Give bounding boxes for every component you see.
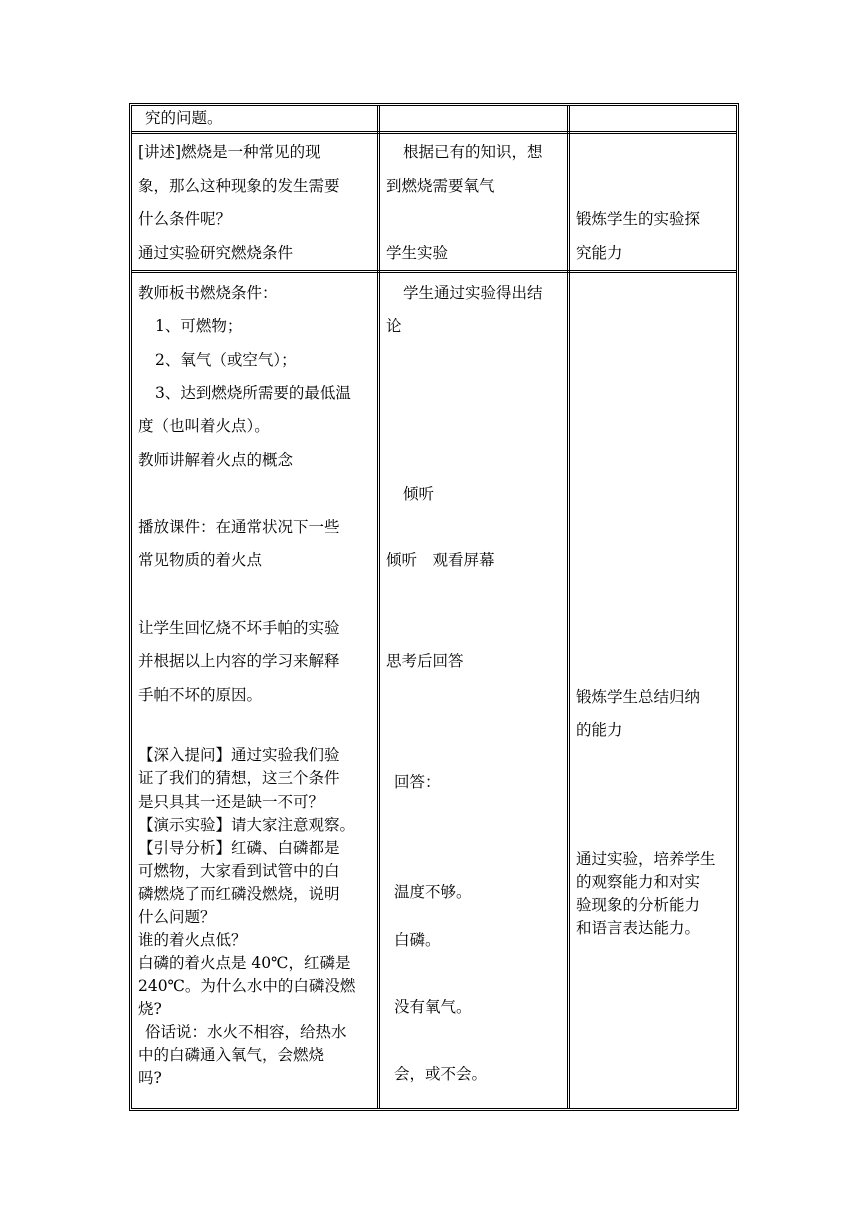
row2-teacher-line-4: 通过实验研究燃烧条件 [138,244,294,262]
phosphorus-fact-2: 240℃。为什么水中的白磷没燃 [138,977,356,995]
row2-teacher-line-1: [讲述]燃烧是一种常见的现 [138,143,321,161]
student-answer-white-p: 白磷。 [394,931,441,949]
row2-student-line-3: 学生实验 [386,244,449,262]
goal-summarize-1: 锻炼学生总结归纳 [576,688,701,706]
student-answer-temp: 温度不够。 [394,883,472,901]
condition-3: 3、达到燃烧所需要的最低温 [155,384,351,402]
row-divider-1 [132,131,736,134]
condition-1: 1、可燃物； [155,317,243,335]
student-listen-watch: 倾听 观看屏幕 [386,551,495,569]
demo-experiment: 【演示实验】请大家注意观察。 [138,816,356,834]
goal-observe-1: 通过实验，培养学生 [576,850,716,868]
board-conditions-title: 教师板书燃烧条件： [138,284,278,302]
recall-experiment-2: 并根据以上内容的学习来解释 [138,652,340,670]
student-answer-yes-no: 会，或不会。 [394,1065,488,1083]
deep-question-1: 【深入提问】通过实验我们验 [138,746,340,764]
row1-teacher-text: 究的问题。 [145,109,223,127]
play-courseware-1: 播放课件：在通常状况下一些 [138,518,340,536]
column-divider-2 [567,106,570,1108]
student-answer-no-oxygen: 没有氧气。 [394,998,472,1016]
goal-observe-4: 和语言表达能力。 [576,919,701,937]
row2-goal-line-2: 究能力 [576,244,623,262]
row2-student-line-2: 到燃烧需要氧气 [386,177,495,195]
goal-observe-3: 验现象的分析能力 [576,896,701,914]
recall-experiment-3: 手帕不坏的原因。 [138,686,263,704]
who-lower-ignition: 谁的着火点低？ [138,931,247,949]
goal-summarize-2: 的能力 [576,721,623,739]
row2-goal-line-1: 锻炼学生的实验探 [576,210,701,228]
deep-question-3: 是只具其一还是缺一不可？ [138,793,325,811]
explain-ignition-point: 教师讲解着火点的概念 [138,451,294,469]
guided-analysis-4: 什么问题？ [138,908,216,926]
phosphorus-fact-3: 烧? [138,1000,162,1018]
row2-student-line-1: 根据已有的知识，想 [403,143,543,161]
deep-question-2: 证了我们的猜想，这三个条件 [138,769,340,787]
student-conclusion-2: 论 [386,317,402,335]
student-listen-1: 倾听 [403,485,435,503]
condition-2: 2、氧气（或空气）； [155,351,297,369]
recall-experiment-1: 让学生回忆烧不坏手帕的实验 [138,619,340,637]
proverb-2: 中的白磷通入氧气，会燃烧 [138,1046,325,1064]
guided-analysis-3: 磷燃烧了而红磷没燃烧，说明 [138,885,340,903]
row-divider-2 [132,270,736,273]
proverb-3: 吗? [138,1069,162,1087]
student-answer-label: 回答： [394,773,441,791]
goal-observe-2: 的观察能力和对实 [576,873,701,891]
proverb-1: 俗话说：水火不相容，给热水 [145,1023,347,1041]
student-conclusion-1: 学生通过实验得出结 [403,284,543,302]
column-divider-1 [377,106,380,1108]
student-think-answer: 思考后回答 [386,652,464,670]
guided-analysis-1: 【引导分析】红磷、白磷都是 [138,839,340,857]
guided-analysis-2: 可燃物，大家看到试管中的白 [138,862,340,880]
row2-teacher-line-3: 什么条件呢？ [138,210,232,228]
play-courseware-2: 常见物质的着火点 [138,551,263,569]
phosphorus-fact-1: 白磷的着火点是 40℃，红磷是 [138,954,351,972]
condition-3-cont: 度（也叫着火点）。 [138,417,270,435]
row2-teacher-line-2: 象，那么这种现象的发生需要 [138,177,340,195]
